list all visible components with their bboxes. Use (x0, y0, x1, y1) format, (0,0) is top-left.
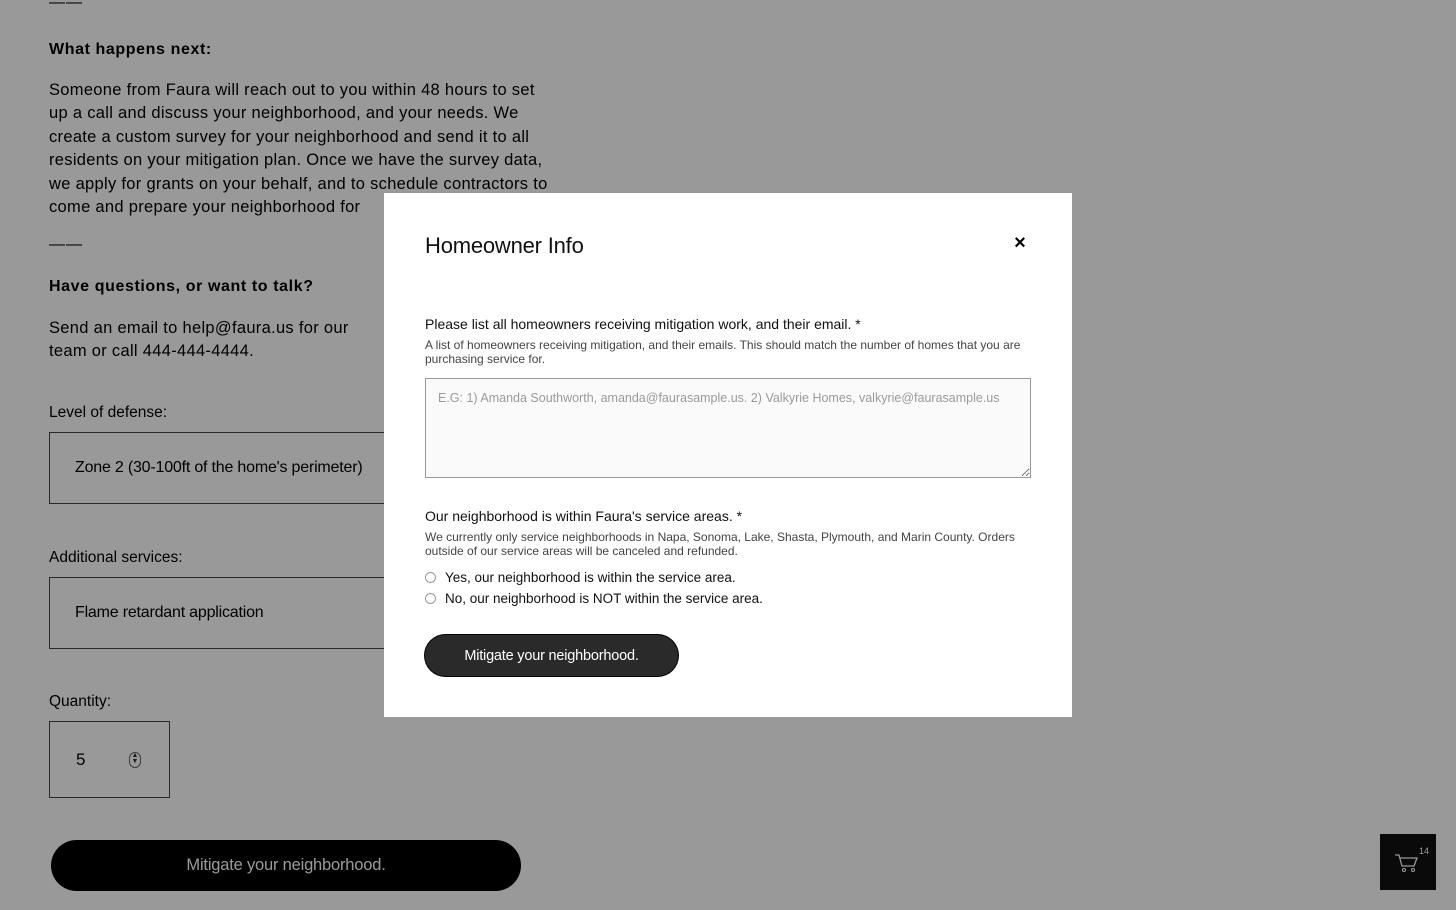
homeowners-question-help: A list of homeowners receiving mitigation, and their emails. This should match the number of homes that you are purchasing service for. (425, 338, 1021, 366)
cart-count: 14 (1418, 846, 1429, 856)
modal-title: Homeowner Info (425, 233, 584, 258)
service-area-option-yes[interactable] (425, 570, 736, 585)
divider-mid: —— (49, 236, 83, 253)
service-area-question-label: Our neighborhood is within Faura's service areas. * (425, 508, 743, 524)
service-area-question-help: We currently only service neighborhoods in Napa, Sonoma, Lake, Shasta, Plymouth, and Marin County. Orders outside of our service areas will be canceled and refunded. (425, 530, 1015, 558)
close-icon[interactable]: × (1014, 232, 1026, 254)
questions-body: Send an email to help@faura.us for our team or call 444-444-4444. (49, 319, 349, 361)
modal-submit-button[interactable] (425, 635, 678, 676)
homeowners-question-label: Please list all homeowners receiving mitigation work, and their email. * (425, 316, 861, 332)
radio-yes-label: Yes, our neighborhood is within the service area. (445, 570, 736, 585)
radio-no-label: No, our neighborhood is NOT within the service area. (445, 591, 763, 606)
homeowners-textarea[interactable] (425, 378, 1031, 478)
radio-no[interactable] (425, 593, 436, 604)
radio-yes[interactable] (425, 572, 436, 583)
quantity-label: Quantity: (49, 693, 112, 710)
spin-arrows-icon[interactable]: ▲ ▼ (129, 752, 141, 768)
mitigate-button-label: Mitigate your neighborhood. (186, 856, 386, 874)
defense-label: Level of defense: (49, 404, 168, 421)
services-select-value: Flame retardant application (75, 604, 264, 621)
service-area-option-no[interactable] (425, 591, 763, 606)
modal-submit-label: Mitigate your neighborhood. (464, 647, 639, 664)
homeowner-info-modal (384, 193, 1072, 717)
what-next-heading: What happens next: (49, 41, 212, 58)
divider-top: —— (49, 0, 83, 11)
services-label: Additional services: (49, 549, 183, 566)
quantity-value: 5 (76, 750, 86, 769)
questions-heading: Have questions, or want to talk? (49, 278, 314, 295)
defense-select-value: Zone 2 (30-100ft of the home's perimeter) (75, 459, 363, 476)
what-next-body: Someone from Faura will reach out to you within 48 hours to set up a call and discuss your neighborhood, and your needs. We create a custom survey for your neighborhood and send it to all residents on your mitigation plan. Once we have the survey data, we apply for grants on your behalf, and to schedule contractors to come and prepare your neighborhood for (49, 81, 548, 217)
